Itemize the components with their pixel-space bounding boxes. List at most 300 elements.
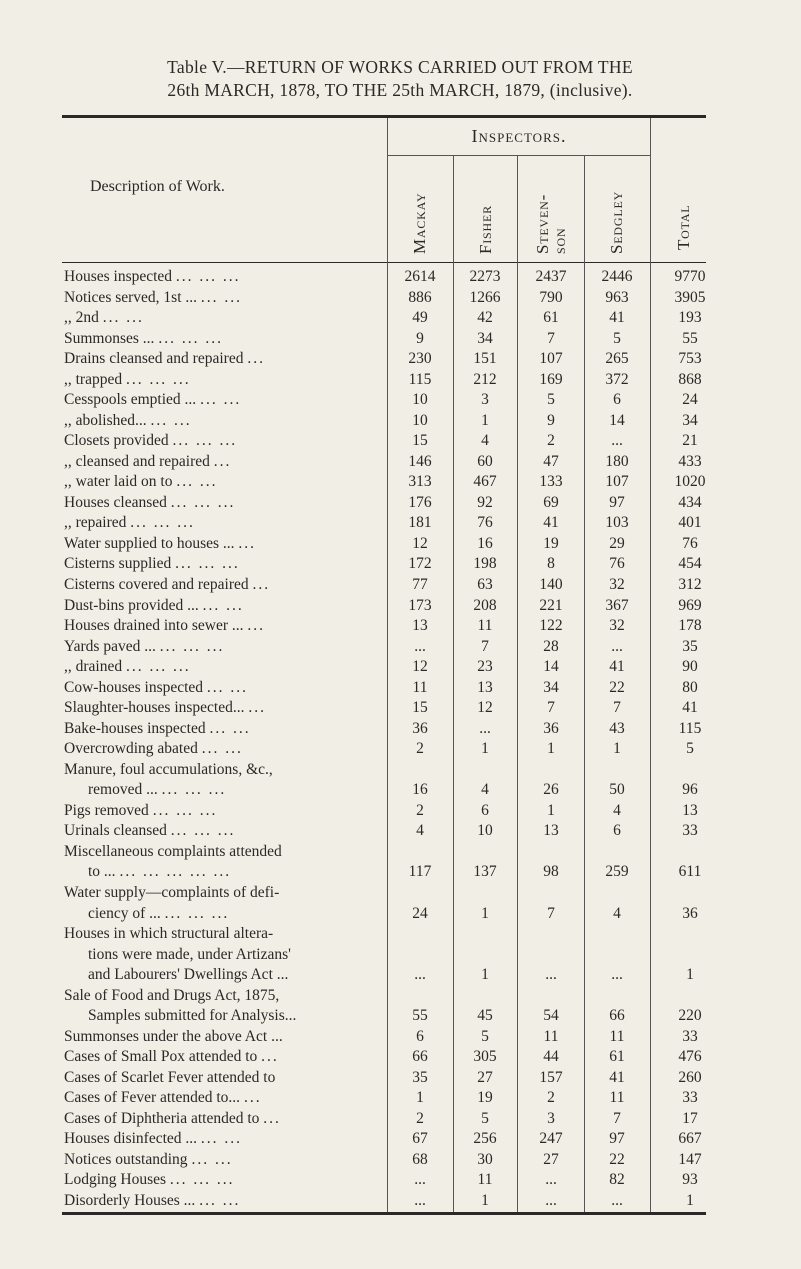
cell-stevenson: 1 bbox=[547, 801, 555, 819]
cell-fisher: 16 bbox=[477, 534, 493, 552]
row-description bbox=[64, 391, 241, 409]
cell-mackay: 173 bbox=[408, 596, 432, 614]
cell-fisher: 76 bbox=[477, 514, 493, 532]
cell-stevenson: 7 bbox=[547, 329, 555, 347]
leader-dots: ... ... ... bbox=[175, 268, 241, 285]
description-text: tions were made, under Artizans' bbox=[88, 945, 291, 963]
cell-stevenson: 7 bbox=[547, 699, 555, 717]
cell-total: 115 bbox=[678, 719, 702, 737]
cell-stevenson: 98 bbox=[543, 863, 559, 881]
cell-sedgley: 50 bbox=[609, 781, 625, 799]
row-description bbox=[64, 412, 192, 430]
leader-dots: ... ... ... bbox=[161, 781, 227, 799]
cell-mackay: 6 bbox=[416, 1027, 424, 1045]
row-description bbox=[64, 843, 282, 861]
cell-fisher: 11 bbox=[477, 617, 493, 635]
leader-dots: ... bbox=[238, 534, 257, 552]
cell-total: 55 bbox=[682, 329, 698, 347]
leader-dots: ... ... ... bbox=[170, 822, 236, 840]
cell-mackay: 67 bbox=[412, 1130, 428, 1148]
row-description bbox=[64, 1192, 240, 1210]
leader-dots: ... ... bbox=[150, 411, 192, 429]
description-text: Slaughter-houses inspected... bbox=[64, 699, 245, 717]
description-text: Urinals cleansed bbox=[64, 822, 167, 840]
cell-sedgley: 5 bbox=[613, 329, 621, 347]
cell-sedgley: 11 bbox=[609, 1027, 625, 1045]
column-divider-5 bbox=[650, 118, 651, 1212]
cell-fisher: 6 bbox=[481, 801, 489, 819]
row-description bbox=[64, 432, 237, 450]
cell-total: 9770 bbox=[674, 268, 706, 285]
cell-sedgley: 14 bbox=[609, 411, 625, 429]
cell-stevenson: 169 bbox=[539, 370, 563, 388]
cell-fisher: 27 bbox=[477, 1068, 493, 1086]
cell-mackay: 230 bbox=[408, 350, 432, 368]
cell-fisher: 63 bbox=[477, 576, 493, 593]
top-rule bbox=[62, 115, 706, 118]
row-description bbox=[64, 1151, 233, 1169]
cell-mackay: 35 bbox=[412, 1068, 428, 1086]
leader-dots: ... bbox=[247, 617, 265, 635]
cell-stevenson: 47 bbox=[543, 452, 559, 470]
cell-mackay: 16 bbox=[412, 781, 428, 799]
description-text: Cases of Fever attended to... bbox=[64, 1089, 241, 1107]
cell-total: 33 bbox=[682, 822, 698, 840]
row-description bbox=[88, 1007, 296, 1025]
row-description bbox=[64, 555, 240, 573]
cell-sedgley: 1 bbox=[613, 740, 621, 758]
cell-total: 401 bbox=[678, 514, 702, 532]
row-description bbox=[64, 720, 251, 738]
table-title bbox=[40, 56, 760, 102]
cell-mackay: 4 bbox=[416, 822, 424, 840]
leader-dots: ... ... ... bbox=[159, 637, 225, 655]
cell-fisher: 1 bbox=[481, 740, 489, 758]
header-mackay: Mackay bbox=[410, 192, 429, 254]
leader-dots: ... bbox=[263, 1109, 281, 1127]
description-text: Sale of Food and Drugs Act, 1875, bbox=[64, 986, 280, 1004]
cell-total: 90 bbox=[682, 658, 698, 676]
cell-total: 33 bbox=[682, 1027, 698, 1045]
cell-mackay: 10 bbox=[412, 391, 428, 409]
cell-mackay: 15 bbox=[412, 699, 428, 717]
header-fisher: Fisher bbox=[476, 205, 495, 254]
cell-sedgley: 41 bbox=[609, 658, 625, 676]
cell-mackay: 2 bbox=[416, 1109, 424, 1127]
cell-sedgley: 372 bbox=[605, 370, 629, 388]
cell-total: 312 bbox=[678, 576, 702, 593]
cell-stevenson: 14 bbox=[543, 658, 559, 676]
cell-total: 434 bbox=[678, 493, 702, 511]
cell-sedgley: 32 bbox=[609, 617, 625, 635]
cell-mackay: 12 bbox=[412, 658, 428, 676]
description-text: ,, water laid on to bbox=[64, 473, 173, 491]
row-description bbox=[64, 597, 244, 615]
row-description bbox=[64, 1089, 262, 1107]
cell-total: 454 bbox=[678, 555, 702, 573]
row-description bbox=[64, 514, 195, 532]
leader-dots: ... bbox=[247, 350, 265, 368]
description-text: ciency of ... bbox=[88, 904, 161, 922]
cell-stevenson: 36 bbox=[543, 719, 559, 737]
cell-total: 1 bbox=[686, 1192, 694, 1209]
leader-dots: ... ... ... bbox=[172, 432, 238, 450]
cell-mackay: 313 bbox=[408, 473, 432, 491]
cell-fisher: 23 bbox=[477, 658, 493, 676]
cell-mackay: 2 bbox=[416, 801, 424, 819]
row-description bbox=[64, 309, 144, 327]
description-text: Houses inspected bbox=[64, 268, 173, 285]
row-description bbox=[64, 289, 242, 307]
leader-dots: ... ... ... bbox=[164, 904, 230, 922]
description-text: Summonses ... bbox=[64, 329, 155, 347]
cell-fisher: 42 bbox=[477, 309, 493, 327]
cell-stevenson: 34 bbox=[543, 678, 559, 696]
cell-fisher: 4 bbox=[481, 432, 489, 450]
cell-total: 93 bbox=[682, 1171, 698, 1189]
leader-dots: ... ... bbox=[209, 719, 251, 737]
cell-mackay: ... bbox=[414, 1171, 426, 1189]
leader-dots: ... ... ... ... ... bbox=[119, 863, 232, 881]
title-line-2: 26th MARCH, 1878, TO THE 25th MARCH, 1879, (inclusive). bbox=[167, 80, 633, 100]
cell-mackay: 176 bbox=[408, 493, 432, 511]
description-text: Samples submitted for Analysis... bbox=[88, 1007, 297, 1025]
row-description bbox=[64, 268, 241, 286]
cell-sedgley: 32 bbox=[609, 576, 625, 593]
description-text: ,, 2nd bbox=[64, 309, 99, 327]
cell-fisher: 7 bbox=[481, 637, 489, 655]
cell-sedgley: 41 bbox=[609, 1068, 625, 1086]
leader-dots: ... bbox=[243, 1089, 262, 1107]
cell-sedgley: 7 bbox=[613, 699, 621, 717]
leader-dots: ... bbox=[213, 452, 232, 470]
cell-mackay: 49 bbox=[412, 309, 428, 327]
row-description bbox=[64, 740, 243, 758]
description-text: Summonses under the above Act ... bbox=[64, 1027, 283, 1045]
description-text: Cases of Diphtheria attended to bbox=[64, 1109, 260, 1127]
description-text: and Labourers' Dwellings Act ... bbox=[88, 966, 289, 984]
cell-total: 1 bbox=[686, 966, 694, 984]
cell-fisher: 5 bbox=[481, 1109, 489, 1127]
cell-fisher: 30 bbox=[477, 1150, 493, 1168]
row-description bbox=[88, 905, 229, 923]
cell-fisher: 256 bbox=[473, 1130, 497, 1148]
leader-dots: ... ... bbox=[199, 1192, 241, 1209]
cell-sedgley: 6 bbox=[613, 822, 621, 840]
description-text: Dust-bins provided ... bbox=[64, 596, 199, 614]
bottom-rule bbox=[62, 1212, 706, 1215]
cell-mackay: 181 bbox=[408, 514, 432, 532]
cell-mackay: 24 bbox=[412, 904, 428, 922]
cell-stevenson: ... bbox=[545, 1192, 557, 1209]
row-description bbox=[64, 822, 235, 840]
row-description bbox=[64, 371, 191, 389]
cell-sedgley: 22 bbox=[609, 678, 625, 696]
cell-fisher: 60 bbox=[477, 452, 493, 470]
description-text: Yards paved ... bbox=[64, 637, 156, 655]
cell-sedgley: 82 bbox=[609, 1171, 625, 1189]
description-text: Drains cleansed and repaired bbox=[64, 350, 244, 368]
cell-mackay: 68 bbox=[412, 1150, 428, 1168]
cell-sedgley: 43 bbox=[609, 719, 625, 737]
cell-fisher: 34 bbox=[477, 329, 493, 347]
cell-stevenson: 247 bbox=[539, 1130, 563, 1148]
cell-stevenson: 140 bbox=[539, 576, 563, 593]
row-description bbox=[64, 1048, 279, 1066]
cell-mackay: ... bbox=[414, 1192, 426, 1209]
header-stevenson: Steven- son bbox=[533, 193, 569, 254]
leader-dots: ... ... bbox=[102, 309, 144, 327]
description-text: Disorderly Houses ... bbox=[64, 1192, 196, 1209]
column-divider-3 bbox=[517, 155, 518, 1212]
description-text: Pigs removed bbox=[64, 801, 149, 819]
cell-stevenson: 28 bbox=[543, 637, 559, 655]
row-description bbox=[64, 699, 266, 717]
cell-stevenson: 41 bbox=[543, 514, 559, 532]
description-text: to ... bbox=[88, 863, 116, 881]
cell-total: 21 bbox=[682, 432, 698, 450]
row-description bbox=[64, 535, 256, 553]
row-description bbox=[64, 1028, 283, 1046]
cell-fisher: 19 bbox=[477, 1089, 493, 1107]
row-description bbox=[64, 473, 217, 491]
cell-total: 260 bbox=[678, 1068, 702, 1086]
cell-sedgley: 66 bbox=[609, 1007, 625, 1025]
leader-dots: ... ... ... bbox=[125, 658, 191, 676]
cell-total: 33 bbox=[682, 1089, 698, 1107]
row-description bbox=[64, 1171, 235, 1189]
row-description bbox=[64, 884, 279, 902]
cell-total: 1020 bbox=[674, 473, 706, 491]
cell-fisher: 10 bbox=[477, 822, 493, 840]
cell-stevenson: 61 bbox=[543, 309, 559, 327]
cell-total: 178 bbox=[678, 617, 702, 635]
cell-sedgley: 259 bbox=[605, 863, 629, 881]
cell-mackay: 146 bbox=[408, 452, 432, 470]
description-text: Cow-houses inspected bbox=[64, 678, 204, 696]
description-text: ,, drained bbox=[64, 658, 123, 676]
description-text: Cases of Small Pox attended to bbox=[64, 1048, 258, 1066]
cell-fisher: 11 bbox=[477, 1171, 493, 1189]
cell-mackay: 13 bbox=[412, 617, 428, 635]
cell-sedgley: 180 bbox=[605, 452, 629, 470]
cell-total: 868 bbox=[678, 370, 702, 388]
description-text: Miscellaneous complaints attended bbox=[64, 842, 282, 860]
description-text: ,, cleansed and repaired bbox=[64, 452, 210, 470]
cell-mackay: 115 bbox=[408, 370, 432, 388]
leader-dots: ... bbox=[261, 1048, 279, 1066]
inspectors-header: Inspectors. bbox=[471, 126, 567, 146]
cell-sedgley: 61 bbox=[609, 1048, 625, 1066]
leader-dots: ... bbox=[248, 699, 266, 717]
row-description bbox=[64, 494, 235, 512]
row-description bbox=[64, 987, 279, 1005]
leader-dots: ... ... bbox=[191, 1150, 233, 1168]
leader-dots: ... ... bbox=[200, 1130, 243, 1148]
cell-sedgley: 22 bbox=[609, 1150, 625, 1168]
leader-dots: ... ... ... bbox=[130, 514, 195, 532]
leader-dots: ... ... ... bbox=[125, 370, 191, 388]
cell-total: 147 bbox=[678, 1150, 702, 1168]
description-text: Cases of Scarlet Fever attended to bbox=[64, 1068, 276, 1086]
cell-mackay: 12 bbox=[412, 534, 428, 552]
description-text: removed ... bbox=[88, 781, 158, 799]
cell-mackay: 1 bbox=[416, 1089, 424, 1107]
cell-sedgley: 11 bbox=[609, 1089, 625, 1107]
cell-mackay: 886 bbox=[408, 288, 432, 306]
cell-mackay: ... bbox=[414, 966, 426, 984]
description-text: Notices served, 1st ... bbox=[64, 288, 198, 306]
description-text: Lodging Houses bbox=[64, 1171, 167, 1189]
description-text: Notices outstanding bbox=[64, 1150, 188, 1168]
leader-dots: ... ... bbox=[201, 740, 243, 758]
column-divider-2 bbox=[453, 155, 454, 1212]
row-description bbox=[64, 925, 273, 943]
cell-total: 5 bbox=[686, 740, 694, 758]
cell-total: 24 bbox=[682, 391, 698, 409]
cell-mackay: ... bbox=[414, 637, 426, 655]
column-divider-1 bbox=[387, 118, 388, 1212]
cell-sedgley: 6 bbox=[613, 391, 621, 409]
row-description bbox=[64, 330, 223, 348]
description-text: Cisterns supplied bbox=[64, 555, 172, 573]
cell-mackay: 172 bbox=[408, 555, 432, 573]
row-description bbox=[64, 617, 265, 635]
cell-sedgley: 367 bbox=[605, 596, 629, 614]
leader-dots: ... ... ... bbox=[169, 1171, 235, 1189]
cell-mackay: 55 bbox=[412, 1007, 428, 1025]
leader-dots: ... ... bbox=[200, 288, 243, 306]
leader-dots: ... ... ... bbox=[158, 329, 223, 347]
cell-fisher: 12 bbox=[477, 699, 493, 717]
description-text: Houses cleansed bbox=[64, 493, 167, 511]
cell-total: 41 bbox=[682, 699, 698, 717]
cell-fisher: 45 bbox=[477, 1007, 493, 1025]
cell-stevenson: 7 bbox=[547, 904, 555, 922]
cell-fisher: 1 bbox=[481, 966, 489, 984]
cell-stevenson: 2 bbox=[547, 432, 555, 450]
cell-fisher: ... bbox=[479, 719, 491, 737]
header-sedgley: Sedgley bbox=[607, 190, 626, 254]
cell-mackay: 117 bbox=[408, 863, 432, 881]
cell-total: 667 bbox=[678, 1130, 702, 1148]
cell-stevenson: 790 bbox=[539, 288, 563, 306]
description-text: Cesspools emptied ... bbox=[64, 391, 197, 409]
cell-sedgley: 7 bbox=[613, 1109, 621, 1127]
description-text: Water supply—complaints of defi- bbox=[64, 884, 280, 901]
cell-fisher: 305 bbox=[473, 1048, 497, 1066]
description-text: ,, repaired bbox=[64, 514, 127, 532]
description-text: Cisterns covered and repaired bbox=[64, 576, 249, 593]
cell-stevenson: 27 bbox=[543, 1150, 559, 1168]
row-description bbox=[64, 658, 191, 676]
row-description bbox=[64, 350, 265, 368]
cell-fisher: 2273 bbox=[469, 268, 501, 285]
leader-dots: ... ... bbox=[202, 596, 244, 614]
description-text: Bake-houses inspected bbox=[64, 719, 206, 737]
leader-dots: ... ... bbox=[206, 678, 249, 696]
cell-mackay: 66 bbox=[412, 1048, 428, 1066]
cell-fisher: 5 bbox=[481, 1027, 489, 1045]
cell-sedgley: 2446 bbox=[601, 268, 633, 285]
cell-stevenson: 157 bbox=[539, 1068, 563, 1086]
description-text: Manure, foul accumulations, &c., bbox=[64, 760, 273, 778]
cell-sedgley: 29 bbox=[609, 534, 625, 552]
row-description bbox=[64, 638, 224, 656]
cell-total: 611 bbox=[678, 863, 702, 881]
leader-dots: ... ... bbox=[200, 391, 242, 409]
cell-fisher: 1266 bbox=[469, 288, 501, 306]
description-text: Overcrowding abated bbox=[64, 740, 198, 758]
cell-mackay: 15 bbox=[412, 432, 428, 450]
cell-sedgley: 4 bbox=[613, 904, 621, 922]
cell-total: 76 bbox=[682, 534, 698, 552]
cell-total: 753 bbox=[678, 350, 702, 368]
description-text: Closets provided bbox=[64, 432, 169, 450]
description-text: Houses disinfected ... bbox=[64, 1130, 198, 1148]
description-text: ,, abolished... bbox=[64, 411, 147, 429]
leader-dots: ... ... ... bbox=[152, 801, 218, 819]
cell-fisher: 4 bbox=[481, 781, 489, 799]
cell-mackay: 2 bbox=[416, 740, 424, 758]
cell-sedgley: 963 bbox=[605, 288, 629, 306]
cell-total: 35 bbox=[682, 637, 698, 655]
cell-stevenson: 221 bbox=[539, 596, 563, 614]
row-description bbox=[88, 863, 231, 881]
description-text: Water supplied to houses ... bbox=[64, 534, 235, 552]
cell-stevenson: 122 bbox=[539, 617, 563, 635]
cell-stevenson: 2 bbox=[547, 1089, 555, 1107]
row-description bbox=[64, 576, 270, 594]
header-bottom-rule bbox=[62, 262, 706, 263]
row-description bbox=[64, 679, 248, 697]
row-description bbox=[88, 966, 288, 984]
cell-fisher: 137 bbox=[473, 863, 497, 881]
cell-stevenson: 2437 bbox=[535, 268, 567, 285]
cell-sedgley: ... bbox=[611, 637, 623, 655]
cell-total: 969 bbox=[678, 596, 702, 614]
cell-stevenson: 54 bbox=[543, 1007, 559, 1025]
leader-dots: ... ... ... bbox=[175, 555, 240, 573]
cell-stevenson: 5 bbox=[547, 391, 555, 409]
cell-sedgley: 97 bbox=[609, 1130, 625, 1148]
row-description bbox=[64, 453, 231, 471]
description-header: Description of Work. bbox=[90, 178, 225, 195]
cell-stevenson: 26 bbox=[543, 781, 559, 799]
cell-total: 96 bbox=[682, 781, 698, 799]
cell-mackay: 77 bbox=[412, 576, 428, 593]
cell-sedgley: ... bbox=[611, 1192, 623, 1209]
cell-total: 80 bbox=[682, 678, 698, 696]
cell-stevenson: 107 bbox=[539, 350, 563, 368]
cell-fisher: 1 bbox=[481, 1192, 489, 1209]
cell-sedgley: ... bbox=[611, 432, 623, 450]
cell-total: 36 bbox=[682, 904, 698, 922]
row-description bbox=[64, 761, 273, 779]
cell-stevenson: 1 bbox=[547, 740, 555, 758]
inspectors-underline bbox=[388, 155, 650, 156]
cell-stevenson: 69 bbox=[543, 493, 559, 511]
cell-sedgley: 97 bbox=[609, 493, 625, 511]
cell-fisher: 13 bbox=[477, 678, 493, 696]
cell-stevenson: ... bbox=[545, 966, 557, 984]
cell-stevenson: 44 bbox=[543, 1048, 559, 1066]
cell-total: 3905 bbox=[674, 288, 706, 306]
row-description bbox=[64, 802, 217, 820]
cell-sedgley: ... bbox=[611, 966, 623, 984]
row-description bbox=[88, 946, 291, 964]
header-total: Total bbox=[674, 204, 693, 250]
